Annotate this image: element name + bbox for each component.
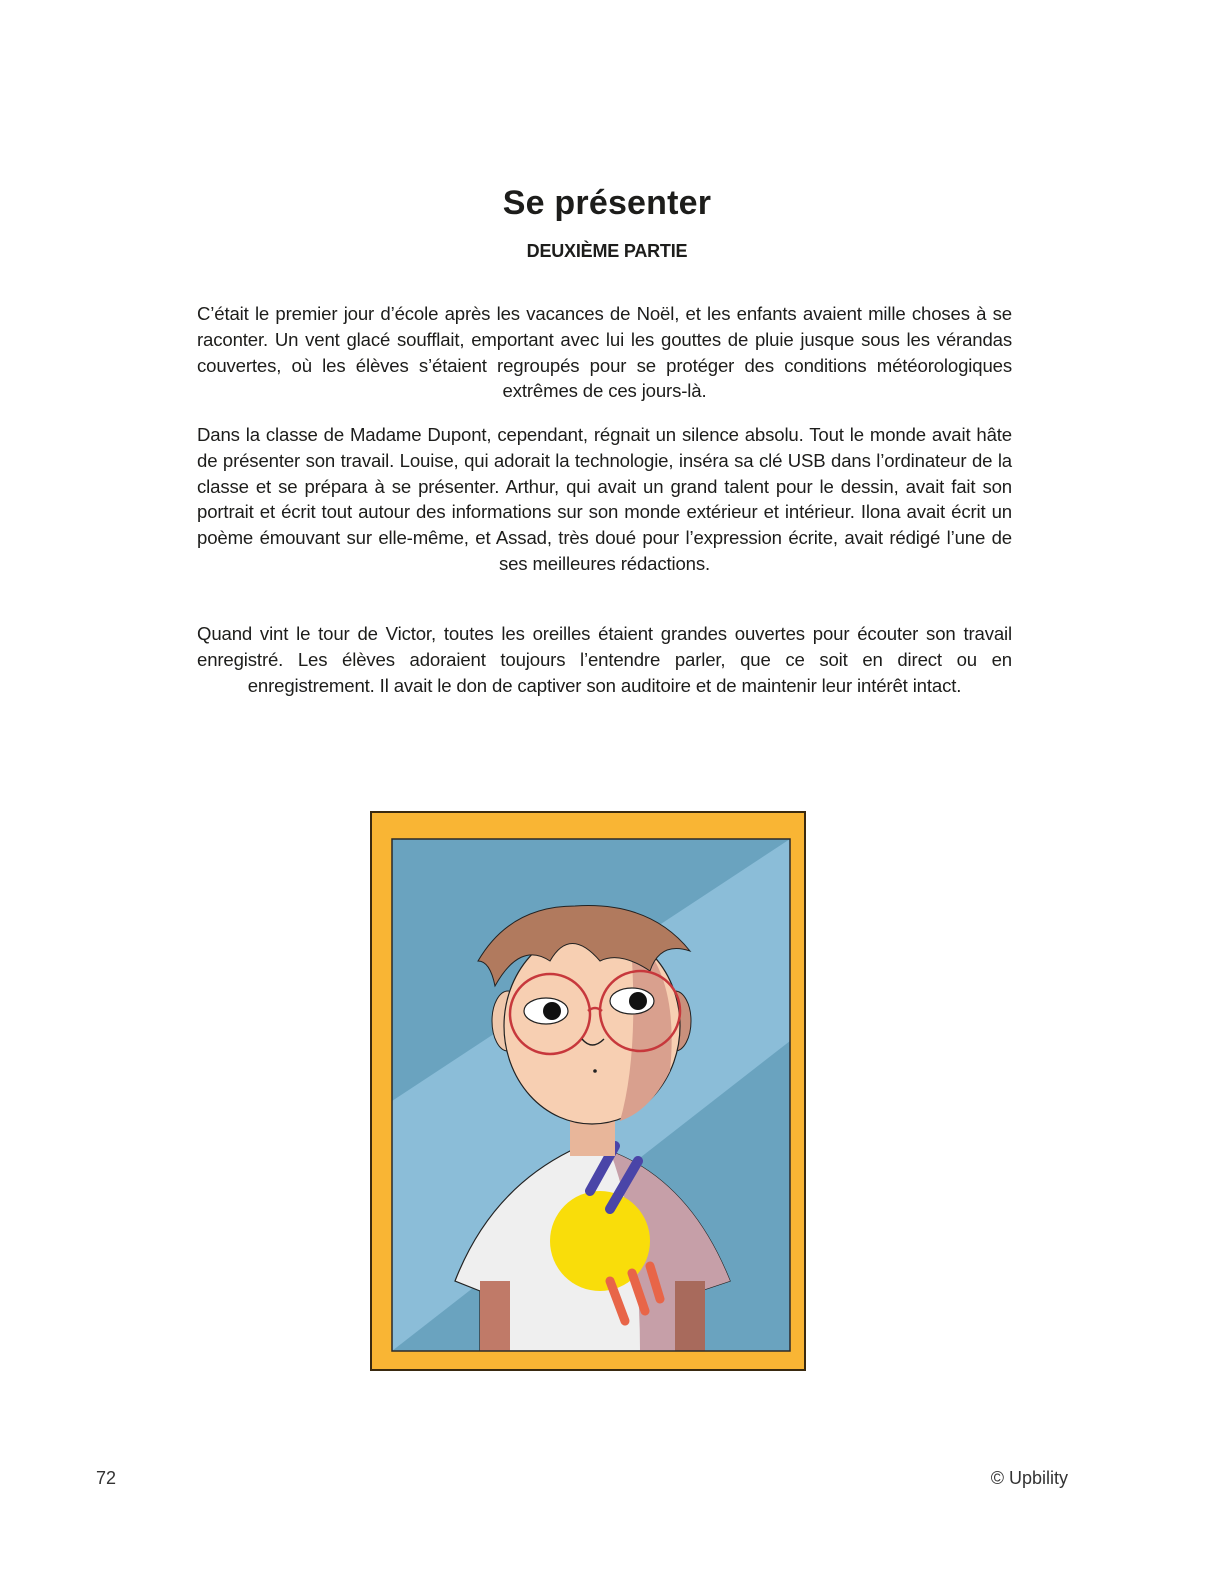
- portrait-illustration: [370, 811, 806, 1371]
- copyright-notice: © Upbility: [990, 1468, 1068, 1488]
- page-number: 72: [96, 1468, 117, 1488]
- page-subtitle: DEUXIÈME PARTIE: [526, 241, 688, 261]
- paragraph-3: Quand vint le tour de Victor, toutes les oreilles étaient grandes ouvertes pour écouter son travail enregistré. Les élèves adoraient toujours l’entendre parler, que ce soit en direct ou en enregistrement. Il avait le don de captiver son auditoire et de maintenir leur intérêt intact.: [197, 623, 1012, 696]
- paragraph-2: Dans la classe de Madame Dupont, cependant, régnait un silence absolu. Tout le monde avait hâte de présenter son travail. Louise, qui adorait la technologie, inséra sa clé USB dans l’ordinateur de la classe et se prépara à se présenter. Arthur, qui avait un grand talent pour le dessin, avait fait son portrait et écrit tout autour des informations sur son monde extérieur et intérieur. Ilona avait écrit un poème émouvant sur elle-même, et Assad, très doué pour l’expression écrite, avait rédigé l’une de ses meilleures rédactions.: [197, 424, 1012, 574]
- page-title: Se présenter: [502, 184, 712, 222]
- paragraph-1: C’était le premier jour d’école après les vacances de Noël, et les enfants avaient mille choses à se raconter. Un vent glacé soufflait, emportant avec lui les gouttes de pluie jusque sous les vérandas couvertes, où les élèves s’étaient regroupés pour se protéger des conditions météorologiques extrêmes de ces jours-là.: [197, 303, 1012, 402]
